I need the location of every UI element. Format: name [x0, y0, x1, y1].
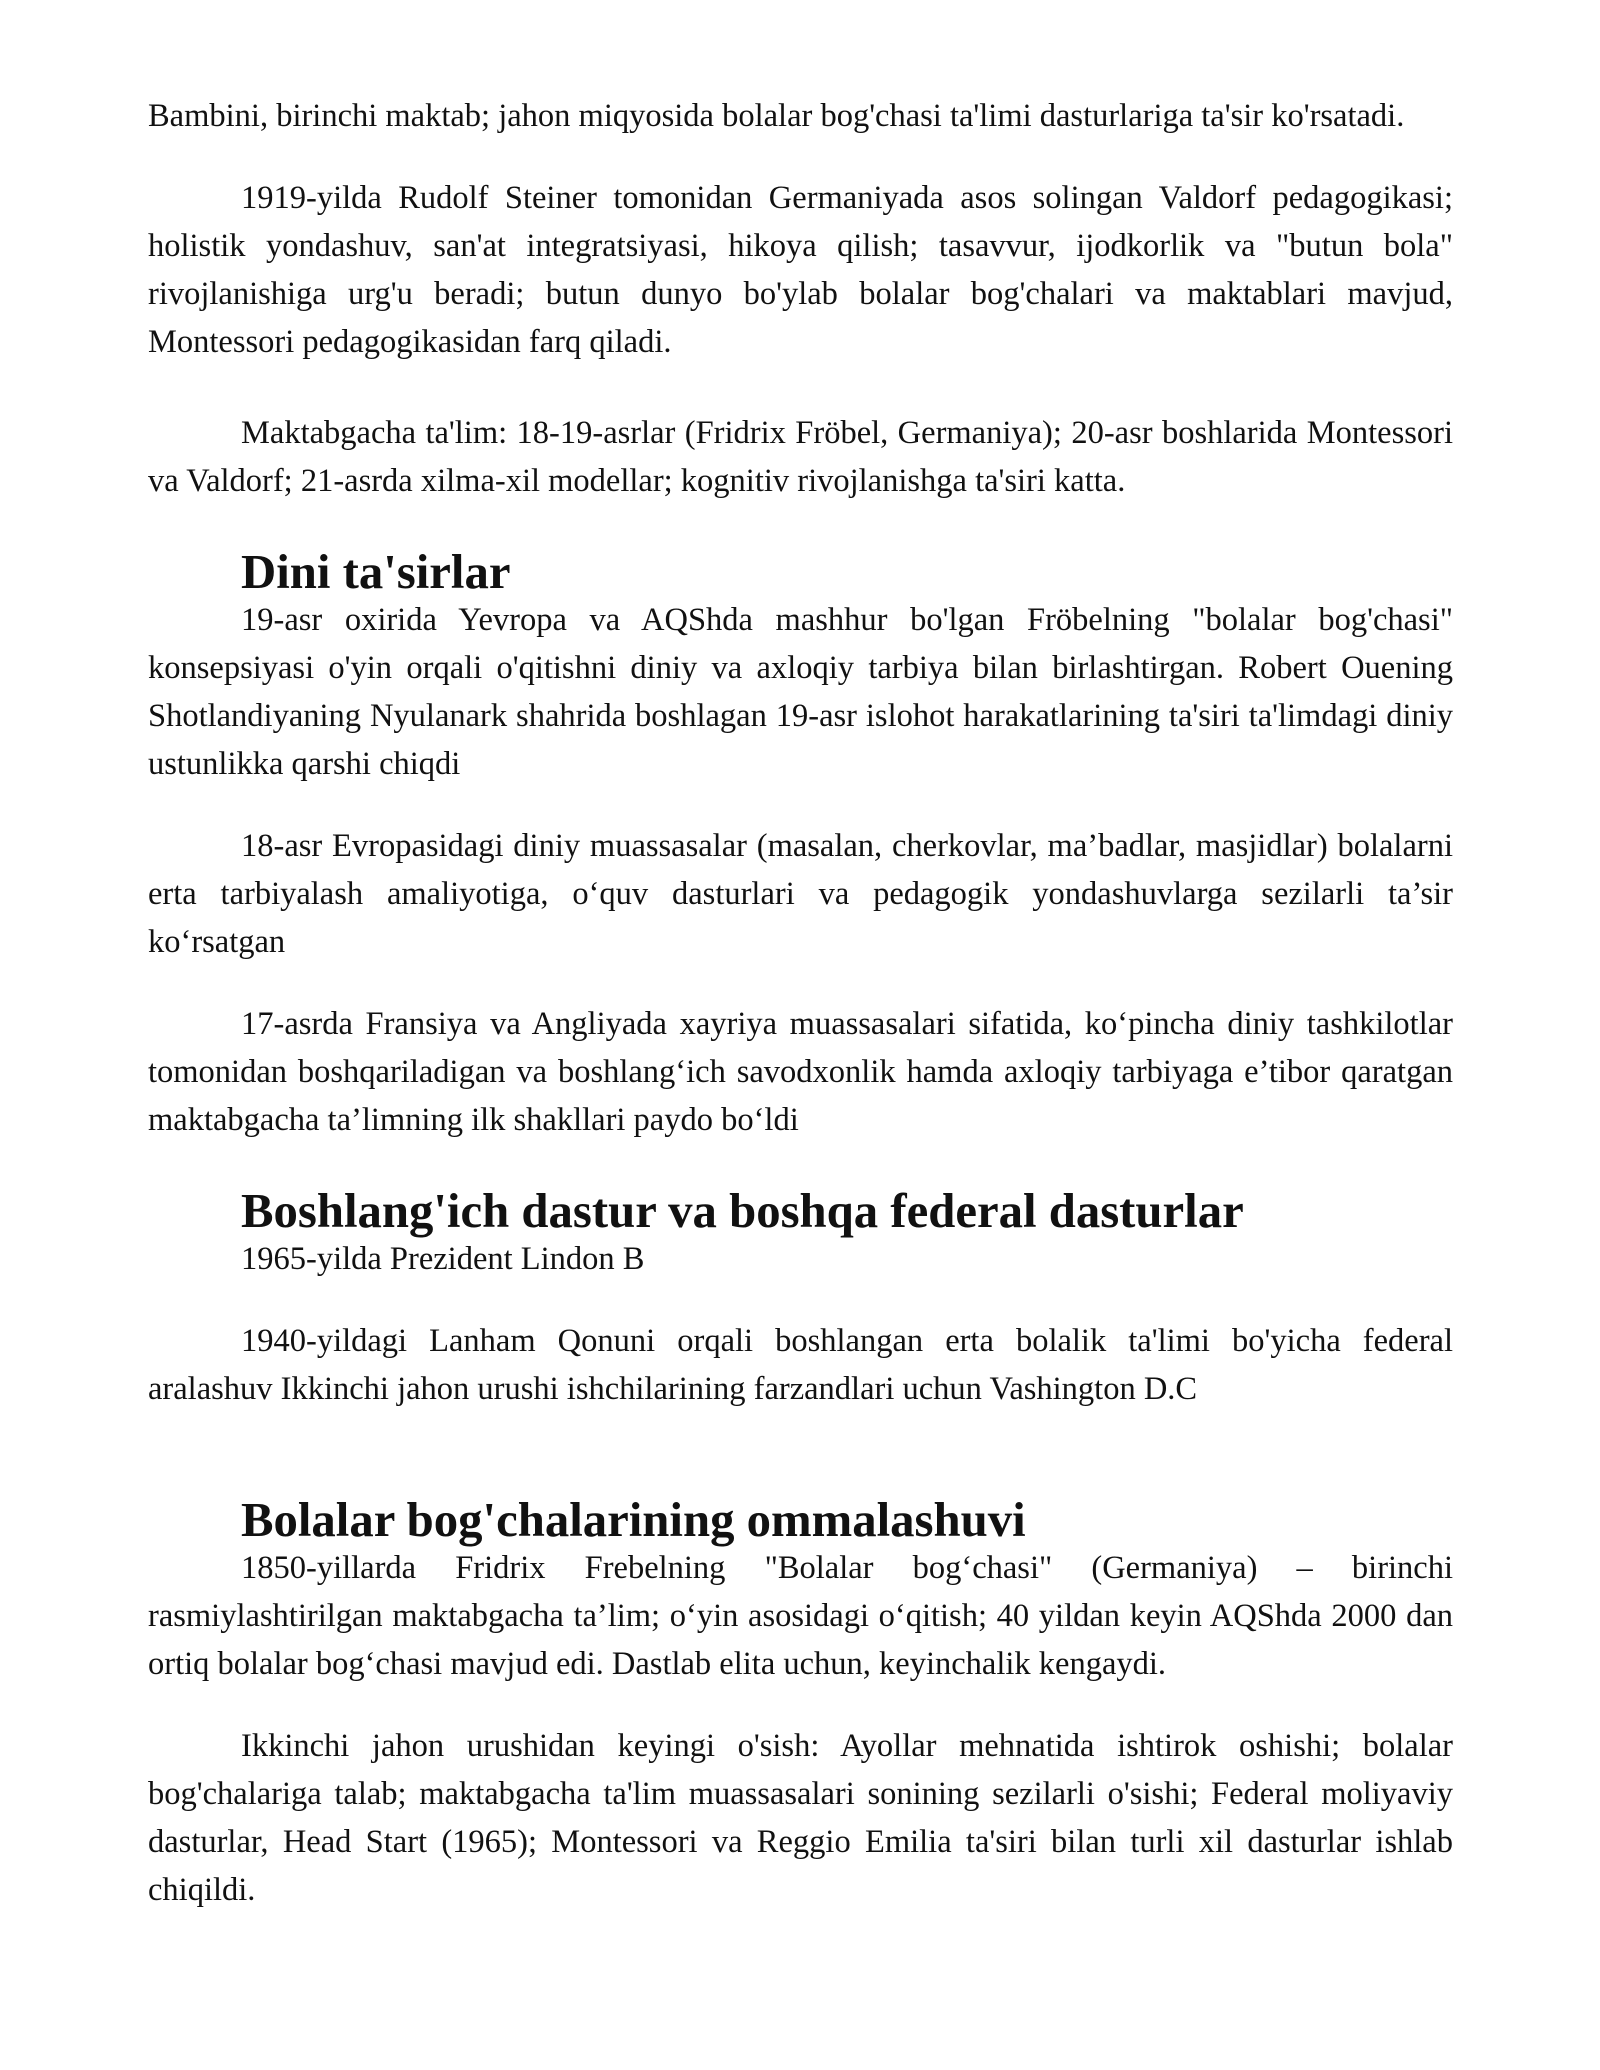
document-page — [148, 92, 1453, 1914]
heading-ommalashuvi: Bolalar bog'chalarining ommalashuvi — [241, 1493, 1026, 1547]
paragraph-1965: 1965-yilda Prezident Lindon B — [241, 1241, 645, 1277]
paragraph-bambini: Bambini, birinchi maktab; jahon miqyosida bolalar bog'chasi ta'limi dasturlariga ta'sir ko'rsatadi. — [148, 98, 1405, 134]
paragraph-17-asr: 17-asrda Fransiya va Angliyada xayriya muassasalari sifatida, ko‘pincha diniy tashkilotlar tomonidan boshqariladigan va boshlang‘ich savodxonlik hamda axloqiy tarbiyaga e’tibor qaratgan maktabgacha ta’limning ilk shakllari paydo bo‘ldi — [148, 1006, 1453, 1138]
paragraph-lanham: 1940-yildagi Lanham Qonuni orqali boshlangan erta bolalik ta'limi bo'yicha federal aralashuv Ikkinchi jahon urushi ishchilarining farzandlari uchun Vashington D.C — [148, 1323, 1453, 1407]
paragraph-valdorf: 1919-yilda Rudolf Steiner tomonidan Germaniyada asos solingan Valdorf pedagogikasi; holistik yondashuv, san'at integratsiyasi, hikoya qilish; tasavvur, ijodkorlik va "butun bola" rivojlanishiga urg'u beradi; butun dunyo bo'ylab bolalar bog'chalari va maktablari mavjud, Montessori pedagogikasidan farq qiladi. — [148, 180, 1453, 360]
paragraph-18-asr: 18-asr Evropasidagi diniy muassasalar (masalan, cherkovlar, ma’badlar, masjidlar) bolalarni erta tarbiyalash amaliyotiga, o‘quv dasturlari va pedagogik yondashuvlarga sezilarli ta’sir ko‘rsatgan — [148, 828, 1453, 960]
paragraph-post-war: Ikkinchi jahon urushidan keyingi o'sish: Ayollar mehnatida ishtirok oshishi; bolalar bog'chalariga talab; maktabgacha ta'lim muassasalari sonining sezilarli o'sishi; Federal moliyaviy dasturlar, Head Start (1965); Montessori va Reggio Emilia ta'siri bilan turli xil dasturlar ishlab chiqildi. — [148, 1728, 1453, 1908]
heading-federal-dasturlar: Boshlang'ich dastur va boshqa federal dasturlar — [241, 1184, 1244, 1238]
paragraph-1850: 1850-yillarda Fridrix Frebelning "Bolalar bog‘chasi" (Germaniya) – birinchi rasmiylashtirilgan maktabgacha ta’lim; o‘yin asosidagi o‘qitish; 40 yildan keyin AQShda 2000 dan ortiq bolalar bog‘chasi mavjud edi. Dastlab elita uchun, keyinchalik kengaydi. — [148, 1550, 1453, 1682]
heading-dini-tasirlar: Dini ta'sirlar — [241, 545, 511, 599]
blank-space — [148, 1413, 1453, 1496]
paragraph-maktabgacha: Maktabgacha ta'lim: 18-19-asrlar (Fridrix Fröbel, Germaniya); 20-asr boshlarida Montessori va Valdorf; 21-asrda xilma-xil modellar; kognitiv rivojlanishga ta'siri katta. — [148, 415, 1453, 499]
paragraph-frobel: 19-asr oxirida Yevropa va AQShda mashhur bo'lgan Fröbelning "bolalar bog'chasi" konsepsiyasi o'yin orqali o'qitishni diniy va axloqiy tarbiya bilan birlashtirgan. Robert Ouening Shotlandiyaning Nyulanark shahrida boshlagan 19-asr islohot harakatlarining ta'siri ta'limdagi diniy ustunlikka qarshi chiqdi — [148, 602, 1453, 782]
